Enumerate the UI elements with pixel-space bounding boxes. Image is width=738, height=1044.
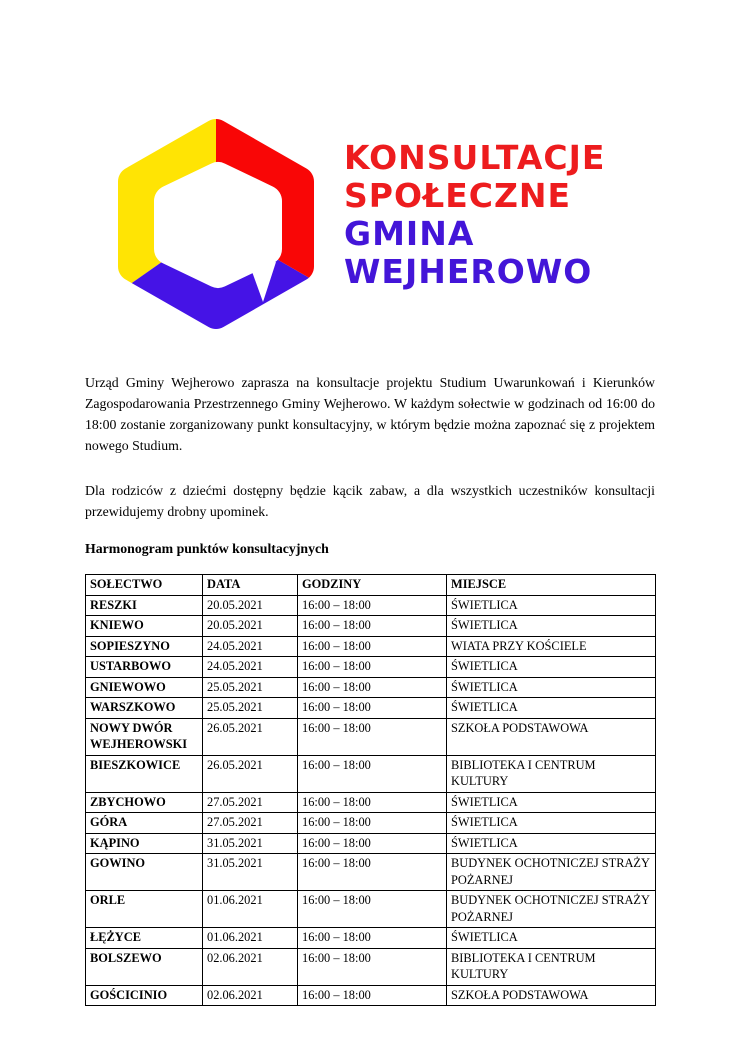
table-cell: 24.05.2021 xyxy=(203,657,298,678)
table-cell: 16:00 – 18:00 xyxy=(298,928,447,949)
table-cell: 16:00 – 18:00 xyxy=(298,948,447,985)
schedule-heading: Harmonogram punktów konsultacyjnych xyxy=(85,541,329,556)
table-cell: 16:00 – 18:00 xyxy=(298,792,447,813)
table-cell: 25.05.2021 xyxy=(203,677,298,698)
table-cell: 20.05.2021 xyxy=(203,595,298,616)
table-row xyxy=(86,698,656,719)
table-cell: GÓRA xyxy=(86,813,203,834)
table-cell: 01.06.2021 xyxy=(203,928,298,949)
table-cell: 31.05.2021 xyxy=(203,833,298,854)
table-cell: 16:00 – 18:00 xyxy=(298,985,447,1006)
table-row xyxy=(86,636,656,657)
table-cell: BIESZKOWICE xyxy=(86,755,203,792)
table-cell: GNIEWOWO xyxy=(86,677,203,698)
table-cell: BUDYNEK OCHOTNICZEJ STRAŻY POŻARNEJ xyxy=(447,854,656,891)
table-cell: WIATA PRZY KOŚCIELE xyxy=(447,636,656,657)
table-cell: BIBLIOTEKA I CENTRUM KULTURY xyxy=(447,948,656,985)
table-cell: 02.06.2021 xyxy=(203,985,298,1006)
table-cell: 16:00 – 18:00 xyxy=(298,636,447,657)
table-cell: 16:00 – 18:00 xyxy=(298,657,447,678)
table-cell: BIBLIOTEKA I CENTRUM KULTURY xyxy=(447,755,656,792)
table-row xyxy=(86,985,656,1006)
column-header-solectwo: SOŁECTWO xyxy=(86,575,203,596)
table-cell: RESZKI xyxy=(86,595,203,616)
table-cell: BUDYNEK OCHOTNICZEJ STRAŻY POŻARNEJ xyxy=(447,891,656,928)
table-cell: KNIEWO xyxy=(86,616,203,637)
table-row xyxy=(86,891,656,928)
consultation-schedule-table xyxy=(85,574,656,1006)
table-cell: 16:00 – 18:00 xyxy=(298,698,447,719)
table-cell: ŚWIETLICA xyxy=(447,792,656,813)
table-cell: 16:00 – 18:00 xyxy=(298,595,447,616)
table-cell: USTARBOWO xyxy=(86,657,203,678)
table-cell: NOWY DWÓR WEJHEROWSKI xyxy=(86,718,203,755)
logo-wordmark xyxy=(344,139,605,291)
table-cell: 25.05.2021 xyxy=(203,698,298,719)
table-cell: 16:00 – 18:00 xyxy=(298,616,447,637)
table-cell: KĄPINO xyxy=(86,833,203,854)
table-cell: 24.05.2021 xyxy=(203,636,298,657)
table-cell: ŚWIETLICA xyxy=(447,677,656,698)
table-cell: 16:00 – 18:00 xyxy=(298,833,447,854)
table-cell: ORLE xyxy=(86,891,203,928)
table-cell: GOŚCICINIO xyxy=(86,985,203,1006)
table-row xyxy=(86,677,656,698)
logo-line-spoleczne: SPOŁECZNE xyxy=(344,176,572,215)
table-cell: 16:00 – 18:00 xyxy=(298,718,447,755)
table-cell: GOWINO xyxy=(86,854,203,891)
table-cell: ŚWIETLICA xyxy=(447,698,656,719)
gmina-wejherowo-hexagon-logo xyxy=(118,118,314,330)
table-cell: 26.05.2021 xyxy=(203,718,298,755)
table-cell: 16:00 – 18:00 xyxy=(298,813,447,834)
table-row xyxy=(86,928,656,949)
table-cell: 16:00 – 18:00 xyxy=(298,755,447,792)
table-cell: WARSZKOWO xyxy=(86,698,203,719)
document-content xyxy=(85,372,655,1006)
table-row xyxy=(86,854,656,891)
table-cell: SZKOŁA PODSTAWOWA xyxy=(447,985,656,1006)
table-cell: 01.06.2021 xyxy=(203,891,298,928)
intro-paragraph-2: Dla rodziców z dziećmi dostępny będzie kącik zabaw, a dla wszystkich uczestników konsultacji przewidujemy drobny upominek. xyxy=(85,483,655,519)
table-cell: ŚWIETLICA xyxy=(447,813,656,834)
table-header xyxy=(86,575,656,596)
table-row xyxy=(86,657,656,678)
table-cell: 02.06.2021 xyxy=(203,948,298,985)
table-cell: ŁĘŻYCE xyxy=(86,928,203,949)
table-cell: ŚWIETLICA xyxy=(447,595,656,616)
logo-line-konsultacje: KONSULTACJE xyxy=(344,138,606,177)
table-row xyxy=(86,755,656,792)
table-header-row xyxy=(86,575,656,596)
table-cell: 31.05.2021 xyxy=(203,854,298,891)
table-row xyxy=(86,833,656,854)
table-row xyxy=(86,718,656,755)
column-header-data: DATA xyxy=(203,575,298,596)
table-cell: ŚWIETLICA xyxy=(447,616,656,637)
column-header-godziny: GODZINY xyxy=(298,575,447,596)
table-cell: 26.05.2021 xyxy=(203,755,298,792)
table-row xyxy=(86,595,656,616)
table-cell: 16:00 – 18:00 xyxy=(298,854,447,891)
table-cell: BOLSZEWO xyxy=(86,948,203,985)
logo-line-gmina: GMINA xyxy=(344,214,475,253)
table-cell: 27.05.2021 xyxy=(203,792,298,813)
table-cell: ZBYCHOWO xyxy=(86,792,203,813)
table-body xyxy=(86,595,656,1006)
table-cell: 16:00 – 18:00 xyxy=(298,677,447,698)
table-cell: 16:00 – 18:00 xyxy=(298,891,447,928)
table-cell: ŚWIETLICA xyxy=(447,833,656,854)
table-row xyxy=(86,616,656,637)
table-row xyxy=(86,948,656,985)
table-cell: SZKOŁA PODSTAWOWA xyxy=(447,718,656,755)
table-cell: ŚWIETLICA xyxy=(447,657,656,678)
table-row xyxy=(86,792,656,813)
table-cell: ŚWIETLICA xyxy=(447,928,656,949)
table-cell: SOPIESZYNO xyxy=(86,636,203,657)
table-cell: 20.05.2021 xyxy=(203,616,298,637)
intro-paragraph-1: Urząd Gminy Wejherowo zaprasza na konsultacje projektu Studium Uwarunkowań i Kierunków Zagospodarowania Przestrzennego Gminy Wejherowo. W każdym sołectwie w godzinach od 16:00 do 18:00 zostanie zorganizowany punkt konsultacyjny, w którym będzie można zapoznać się z projektem nowego Studium. xyxy=(85,375,655,453)
table-row xyxy=(86,813,656,834)
table-cell: 27.05.2021 xyxy=(203,813,298,834)
column-header-miejsce: MIEJSCE xyxy=(447,575,656,596)
logo-line-wejherowo: WEJHEROWO xyxy=(344,252,593,291)
